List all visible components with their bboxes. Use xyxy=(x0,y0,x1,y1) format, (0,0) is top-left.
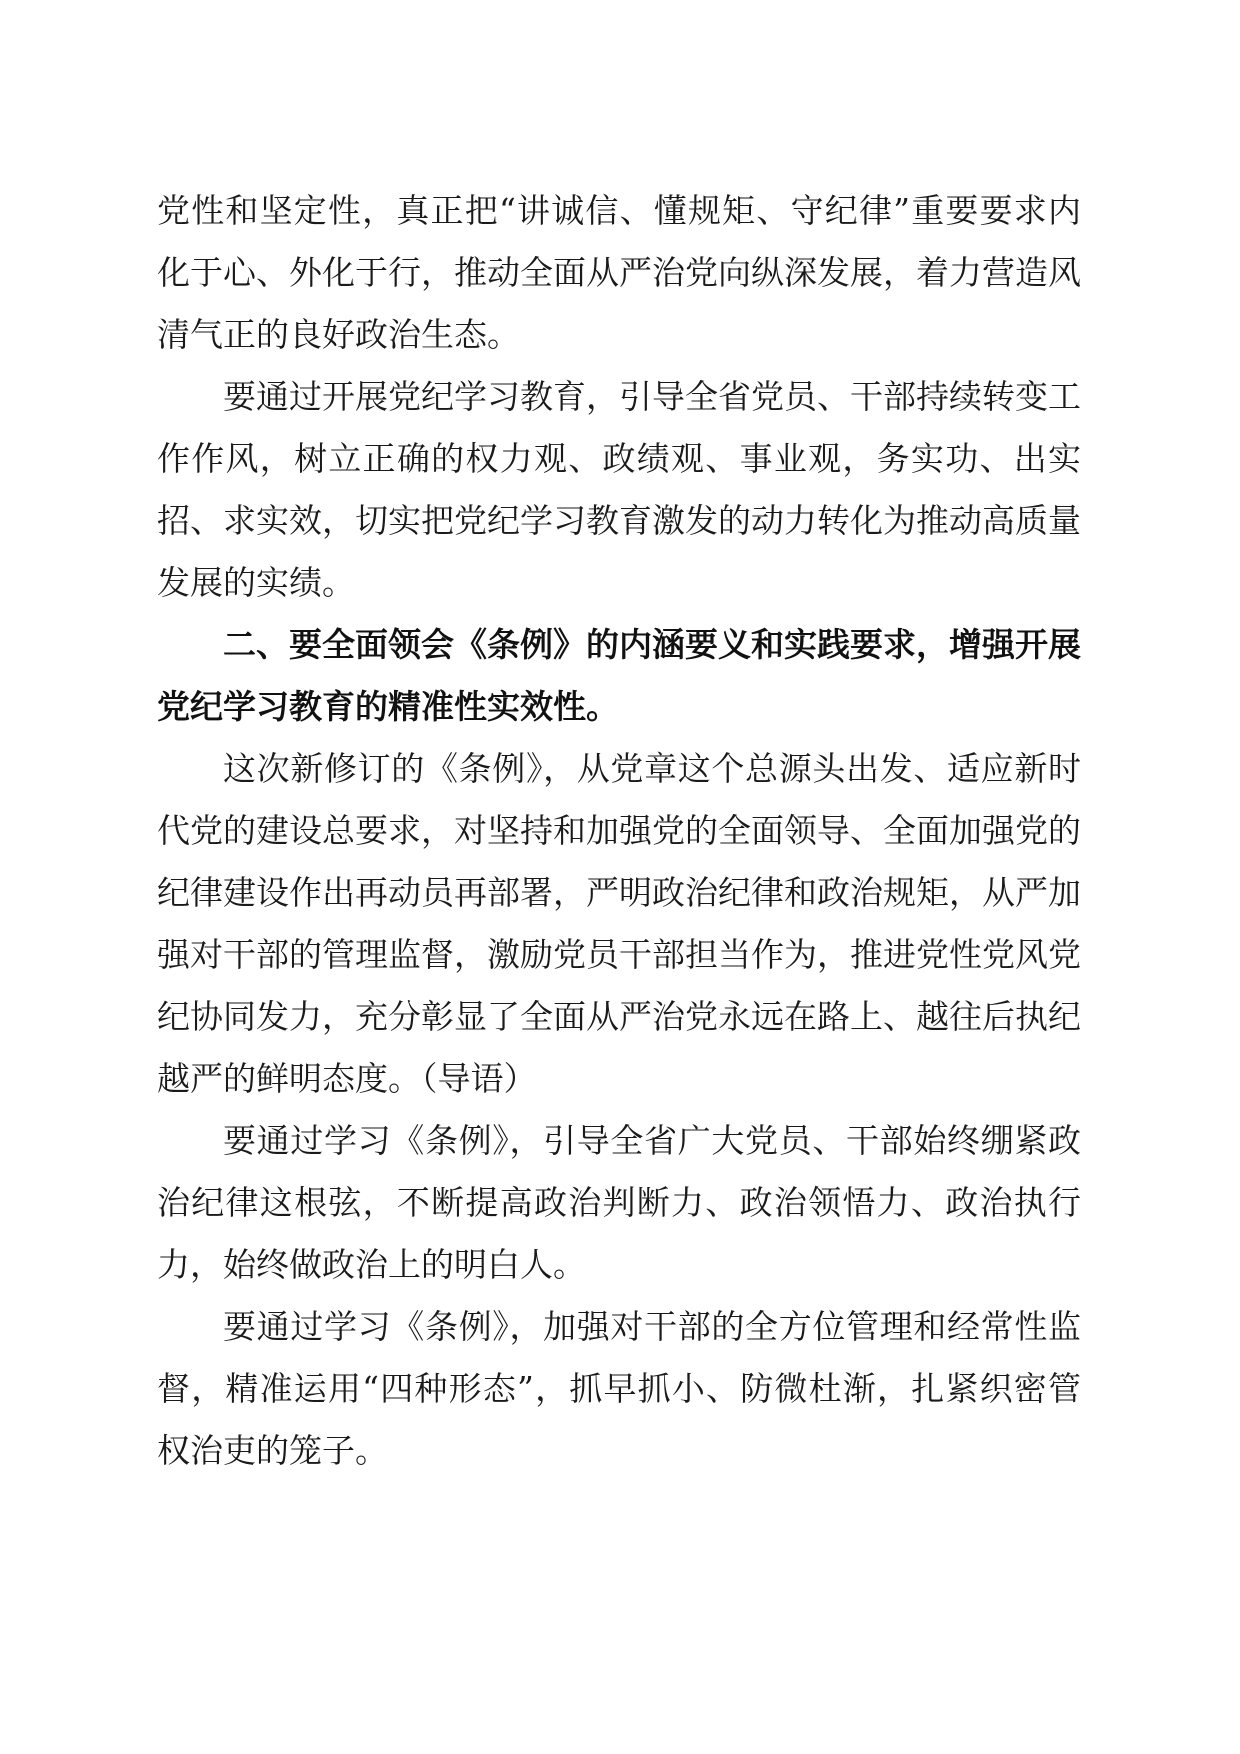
paragraph-work-style: 要通过开展党纪学习教育，引导全省党员、干部持续转变工作作风，树立正确的权力观、政绩观、事业观，务实功、出实招、求实效，切实把党纪学习教育激发的动力转化为推动高质量发展的实绩。 xyxy=(157,377,1081,602)
section-heading-2: 二、要全面领会《条例》的内涵要义和实践要求，增强开展党纪学习教育的精准性实效性。 xyxy=(157,625,1081,726)
paragraph-supervision: 要通过学习《条例》，加强对干部的全方位管理和经常性监督，精准运用“四种形态”，抓早抓小、防微杜渐，扎紧织密管权治吏的笼子。 xyxy=(157,1307,1081,1470)
paragraph-continuation: 党性和坚定性，真正把“讲诚信、懂规矩、守纪律”重要要求内化于心、外化于行，推动全面从严治党向纵深发展，着力营造风清气正的良好政治生态。 xyxy=(157,191,1081,354)
paragraph-intro: 这次新修订的《条例》，从党章这个总源头出发、适应新时代党的建设总要求，对坚持和加强党的全面领导、全面加强党的纪律建设作出再动员再部署，严明政治纪律和政治规矩，从严加强对干部的管理监督，激励党员干部担当作为，推进党性党风党纪协同发力，充分彰显了全面从严治党永远在路上、越往后执纪越严的鲜明态度。（导语） xyxy=(157,749,1081,1098)
paragraph-political-discipline: 要通过学习《条例》，引导全省广大党员、干部始终绷紧政治纪律这根弦，不断提高政治判断力、政治领悟力、政治执行力，始终做政治上的明白人。 xyxy=(157,1121,1081,1284)
document-body xyxy=(157,180,1081,1482)
